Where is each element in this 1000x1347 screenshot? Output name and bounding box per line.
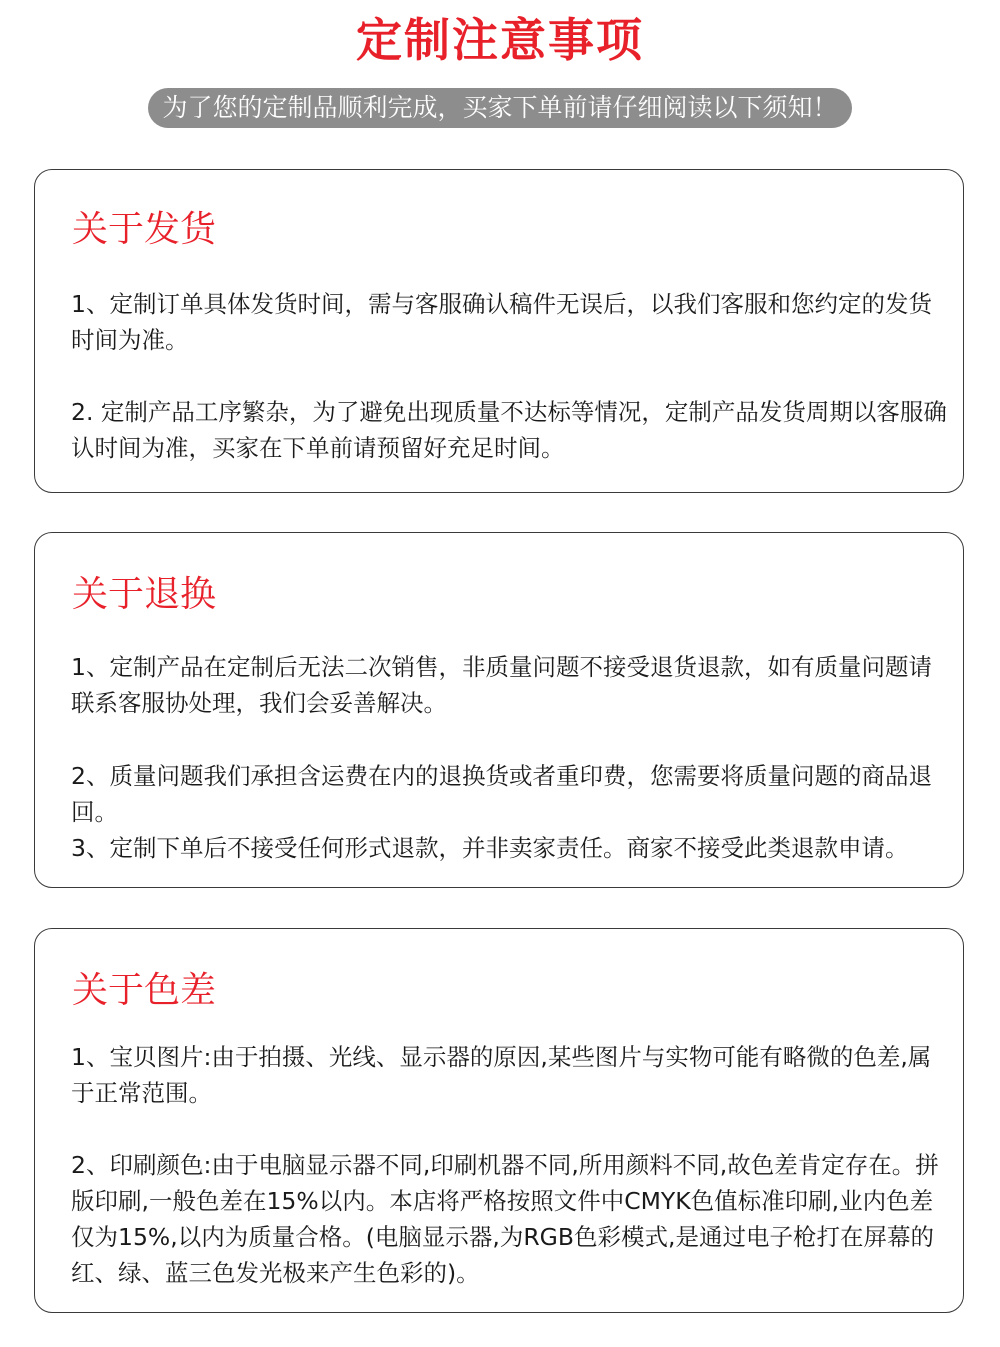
section-returns xyxy=(34,532,964,888)
section-heading: 关于发货 xyxy=(72,209,217,250)
section-heading: 关于色差 xyxy=(72,970,217,1011)
subtitle-banner xyxy=(0,88,1000,128)
section-heading: 关于退换 xyxy=(72,574,217,615)
page-title: 定制注意事项 xyxy=(356,13,644,67)
section-color-difference xyxy=(34,928,964,1313)
paragraph: 2. 定制产品工序繁杂，为了避免出现质量不达标等情况，定制产品发货周期以客服确认时间为准，买家在下单前请预留好充足时间。 xyxy=(71,398,947,462)
paragraph: 1、定制订单具体发货时间，需与客服确认稿件无误后，以我们客服和您约定的发货时间为准。 xyxy=(71,290,932,354)
section-shipping xyxy=(34,169,964,493)
paragraph: 2、印刷颜色:由于电脑显示器不同,印刷机器不同,所用颜料不同,故色差肯定存在。拼版印刷,一般色差在15%以内。本店将严格按照文件中CMYK色值标准印刷,业内色差仅为15%,以内为质量合格。(电脑显示器,为RGB色彩模式,是通过电子枪打在屏幕的红、绿、蓝三色发光极来产生色彩的)。 xyxy=(71,1151,939,1287)
paragraph: 2、质量问题我们承担含运费在内的退换货或者重印费，您需要将质量问题的商品退回。 xyxy=(71,762,932,826)
subtitle-text: 为了您的定制品顺利完成，买家下单前请仔细阅读以下须知！ xyxy=(148,88,851,128)
paragraph: 1、定制产品在定制后无法二次销售，非质量问题不接受退货退款，如有质量问题请联系客服协处理，我们会妥善解决。 xyxy=(71,653,932,717)
paragraph: 3、定制下单后不接受任何形式退款，并非卖家责任。商家不接受此类退款申请。 xyxy=(71,834,909,862)
paragraph: 1、宝贝图片:由于拍摄、光线、显示器的原因,某些图片与实物可能有略微的色差,属于正常范围。 xyxy=(71,1043,932,1107)
